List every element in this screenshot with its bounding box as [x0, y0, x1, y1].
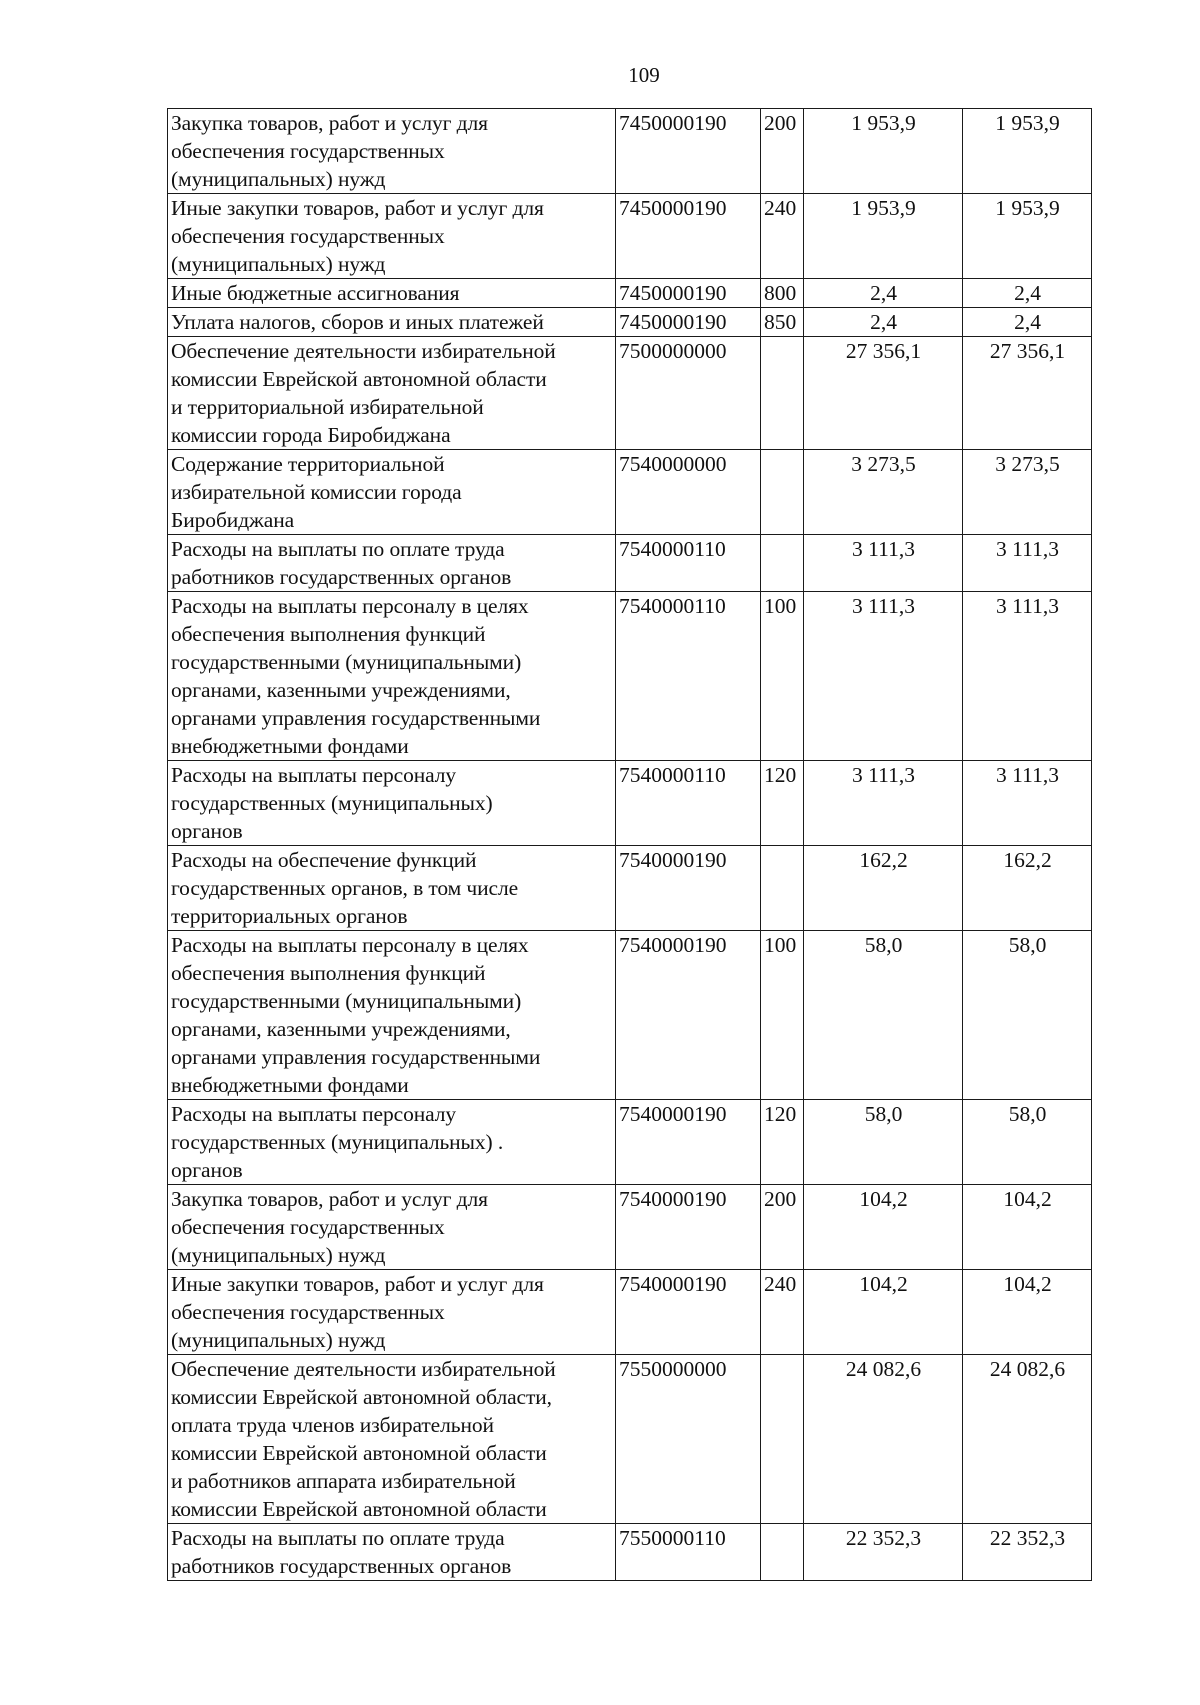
amount-cell-1: 104,2	[804, 1270, 963, 1355]
expense-description-cell: Расходы на обеспечение функций государственных органов, в том числе территориальных органов	[168, 846, 616, 931]
amount-cell-2: 104,2	[963, 1185, 1092, 1270]
expense-description-cell: Закупка товаров, работ и услуг для обеспечения государственных (муниципальных) нужд	[168, 1185, 616, 1270]
expense-description-cell: Иные закупки товаров, работ и услуг для обеспечения государственных (муниципальных) нужд	[168, 1270, 616, 1355]
amount-cell-1: 58,0	[804, 931, 963, 1100]
expense-type-code-cell	[761, 1355, 804, 1524]
amount-cell-1: 162,2	[804, 846, 963, 931]
table-row	[168, 1270, 1092, 1355]
expense-description-cell: Содержание территориальной избирательной комиссии города Биробиджана	[168, 450, 616, 535]
expense-type-code-cell: 240	[761, 194, 804, 279]
target-article-code-cell: 7540000110	[616, 535, 761, 592]
amount-cell-1: 24 082,6	[804, 1355, 963, 1524]
amount-cell-2: 3 111,3	[963, 761, 1092, 846]
table-row	[168, 450, 1092, 535]
table-row	[168, 592, 1092, 761]
target-article-code-cell: 7540000000	[616, 450, 761, 535]
amount-cell-1: 3 273,5	[804, 450, 963, 535]
expense-description-cell: Расходы на выплаты персоналу государственных (муниципальных) . органов	[168, 1100, 616, 1185]
target-article-code-cell: 7540000190	[616, 1270, 761, 1355]
target-article-code-cell: 7550000110	[616, 1524, 761, 1581]
table-row	[168, 279, 1092, 308]
expense-description-cell: Иные закупки товаров, работ и услуг для обеспечения государственных (муниципальных) нужд	[168, 194, 616, 279]
expense-type-code-cell: 200	[761, 109, 804, 194]
expense-description-cell: Иные бюджетные ассигнования	[168, 279, 616, 308]
target-article-code-cell: 7550000000	[616, 1355, 761, 1524]
table-row	[168, 846, 1092, 931]
amount-cell-1: 22 352,3	[804, 1524, 963, 1581]
amount-cell-1: 104,2	[804, 1185, 963, 1270]
expense-description-cell: Расходы на выплаты по оплате труда работников государственных органов	[168, 535, 616, 592]
expense-type-code-cell: 100	[761, 931, 804, 1100]
page-number: 109	[628, 63, 660, 87]
table-row	[168, 535, 1092, 592]
amount-cell-2: 2,4	[963, 279, 1092, 308]
expense-type-code-cell	[761, 535, 804, 592]
amount-cell-1: 3 111,3	[804, 761, 963, 846]
expense-description-cell: Расходы на выплаты персоналу в целях обеспечения выполнения функций государственными (муниципальными) органами, казенными учреждениями, органами управления государственными внебюджетными фондами	[168, 592, 616, 761]
amount-cell-1: 1 953,9	[804, 194, 963, 279]
target-article-code-cell: 7450000190	[616, 308, 761, 337]
expense-type-code-cell: 120	[761, 1100, 804, 1185]
amount-cell-2: 162,2	[963, 846, 1092, 931]
amount-cell-1: 3 111,3	[804, 592, 963, 761]
expense-type-code-cell: 850	[761, 308, 804, 337]
expense-type-code-cell: 120	[761, 761, 804, 846]
expense-description-cell: Обеспечение деятельности избирательной комиссии Еврейской автономной области, оплата труда членов избирательной комиссии Еврейской автономной области и работников аппарата избирательной комиссии Еврейской автономной области	[168, 1355, 616, 1524]
target-article-code-cell: 7540000110	[616, 761, 761, 846]
table-row	[168, 931, 1092, 1100]
amount-cell-1: 3 111,3	[804, 535, 963, 592]
expense-description-cell: Уплата налогов, сборов и иных платежей	[168, 308, 616, 337]
expense-type-code-cell	[761, 846, 804, 931]
table-row	[168, 194, 1092, 279]
expense-description-cell: Расходы на выплаты по оплате труда работников государственных органов	[168, 1524, 616, 1581]
amount-cell-1: 2,4	[804, 308, 963, 337]
table-row	[168, 1355, 1092, 1524]
amount-cell-2: 24 082,6	[963, 1355, 1092, 1524]
expense-description-cell: Расходы на выплаты персоналу государственных (муниципальных) органов	[168, 761, 616, 846]
amount-cell-1: 1 953,9	[804, 109, 963, 194]
target-article-code-cell: 7540000190	[616, 931, 761, 1100]
expense-type-code-cell: 100	[761, 592, 804, 761]
target-article-code-cell: 7450000190	[616, 109, 761, 194]
table-row	[168, 761, 1092, 846]
amount-cell-1: 2,4	[804, 279, 963, 308]
amount-cell-2: 104,2	[963, 1270, 1092, 1355]
target-article-code-cell: 7540000190	[616, 1185, 761, 1270]
amount-cell-2: 27 356,1	[963, 337, 1092, 450]
table-row	[168, 109, 1092, 194]
amount-cell-2: 3 111,3	[963, 535, 1092, 592]
target-article-code-cell: 7540000190	[616, 1100, 761, 1185]
table-row	[168, 1185, 1092, 1270]
amount-cell-2: 1 953,9	[963, 194, 1092, 279]
target-article-code-cell: 7540000110	[616, 592, 761, 761]
amount-cell-2: 58,0	[963, 931, 1092, 1100]
table-row	[168, 1524, 1092, 1581]
expense-type-code-cell: 200	[761, 1185, 804, 1270]
budget-table	[167, 108, 1092, 1581]
expense-type-code-cell	[761, 450, 804, 535]
budget-table-body	[168, 109, 1092, 1581]
amount-cell-2: 3 111,3	[963, 592, 1092, 761]
expense-type-code-cell: 800	[761, 279, 804, 308]
amount-cell-2: 2,4	[963, 308, 1092, 337]
expense-description-cell: Обеспечение деятельности избирательной комиссии Еврейской автономной области и территориальной избирательной комиссии города Биробиджана	[168, 337, 616, 450]
amount-cell-2: 1 953,9	[963, 109, 1092, 194]
amount-cell-2: 3 273,5	[963, 450, 1092, 535]
table-row	[168, 308, 1092, 337]
table-row	[168, 1100, 1092, 1185]
amount-cell-2: 58,0	[963, 1100, 1092, 1185]
expense-description-cell: Закупка товаров, работ и услуг для обеспечения государственных (муниципальных) нужд	[168, 109, 616, 194]
target-article-code-cell: 7500000000	[616, 337, 761, 450]
amount-cell-1: 58,0	[804, 1100, 963, 1185]
expense-type-code-cell	[761, 1524, 804, 1581]
table-row	[168, 337, 1092, 450]
amount-cell-2: 22 352,3	[963, 1524, 1092, 1581]
expense-type-code-cell: 240	[761, 1270, 804, 1355]
expense-type-code-cell	[761, 337, 804, 450]
amount-cell-1: 27 356,1	[804, 337, 963, 450]
target-article-code-cell: 7450000190	[616, 279, 761, 308]
expense-description-cell: Расходы на выплаты персоналу в целях обеспечения выполнения функций государственными (муниципальными) органами, казенными учреждениями, органами управления государственными внебюджетными фондами	[168, 931, 616, 1100]
target-article-code-cell: 7540000190	[616, 846, 761, 931]
target-article-code-cell: 7450000190	[616, 194, 761, 279]
